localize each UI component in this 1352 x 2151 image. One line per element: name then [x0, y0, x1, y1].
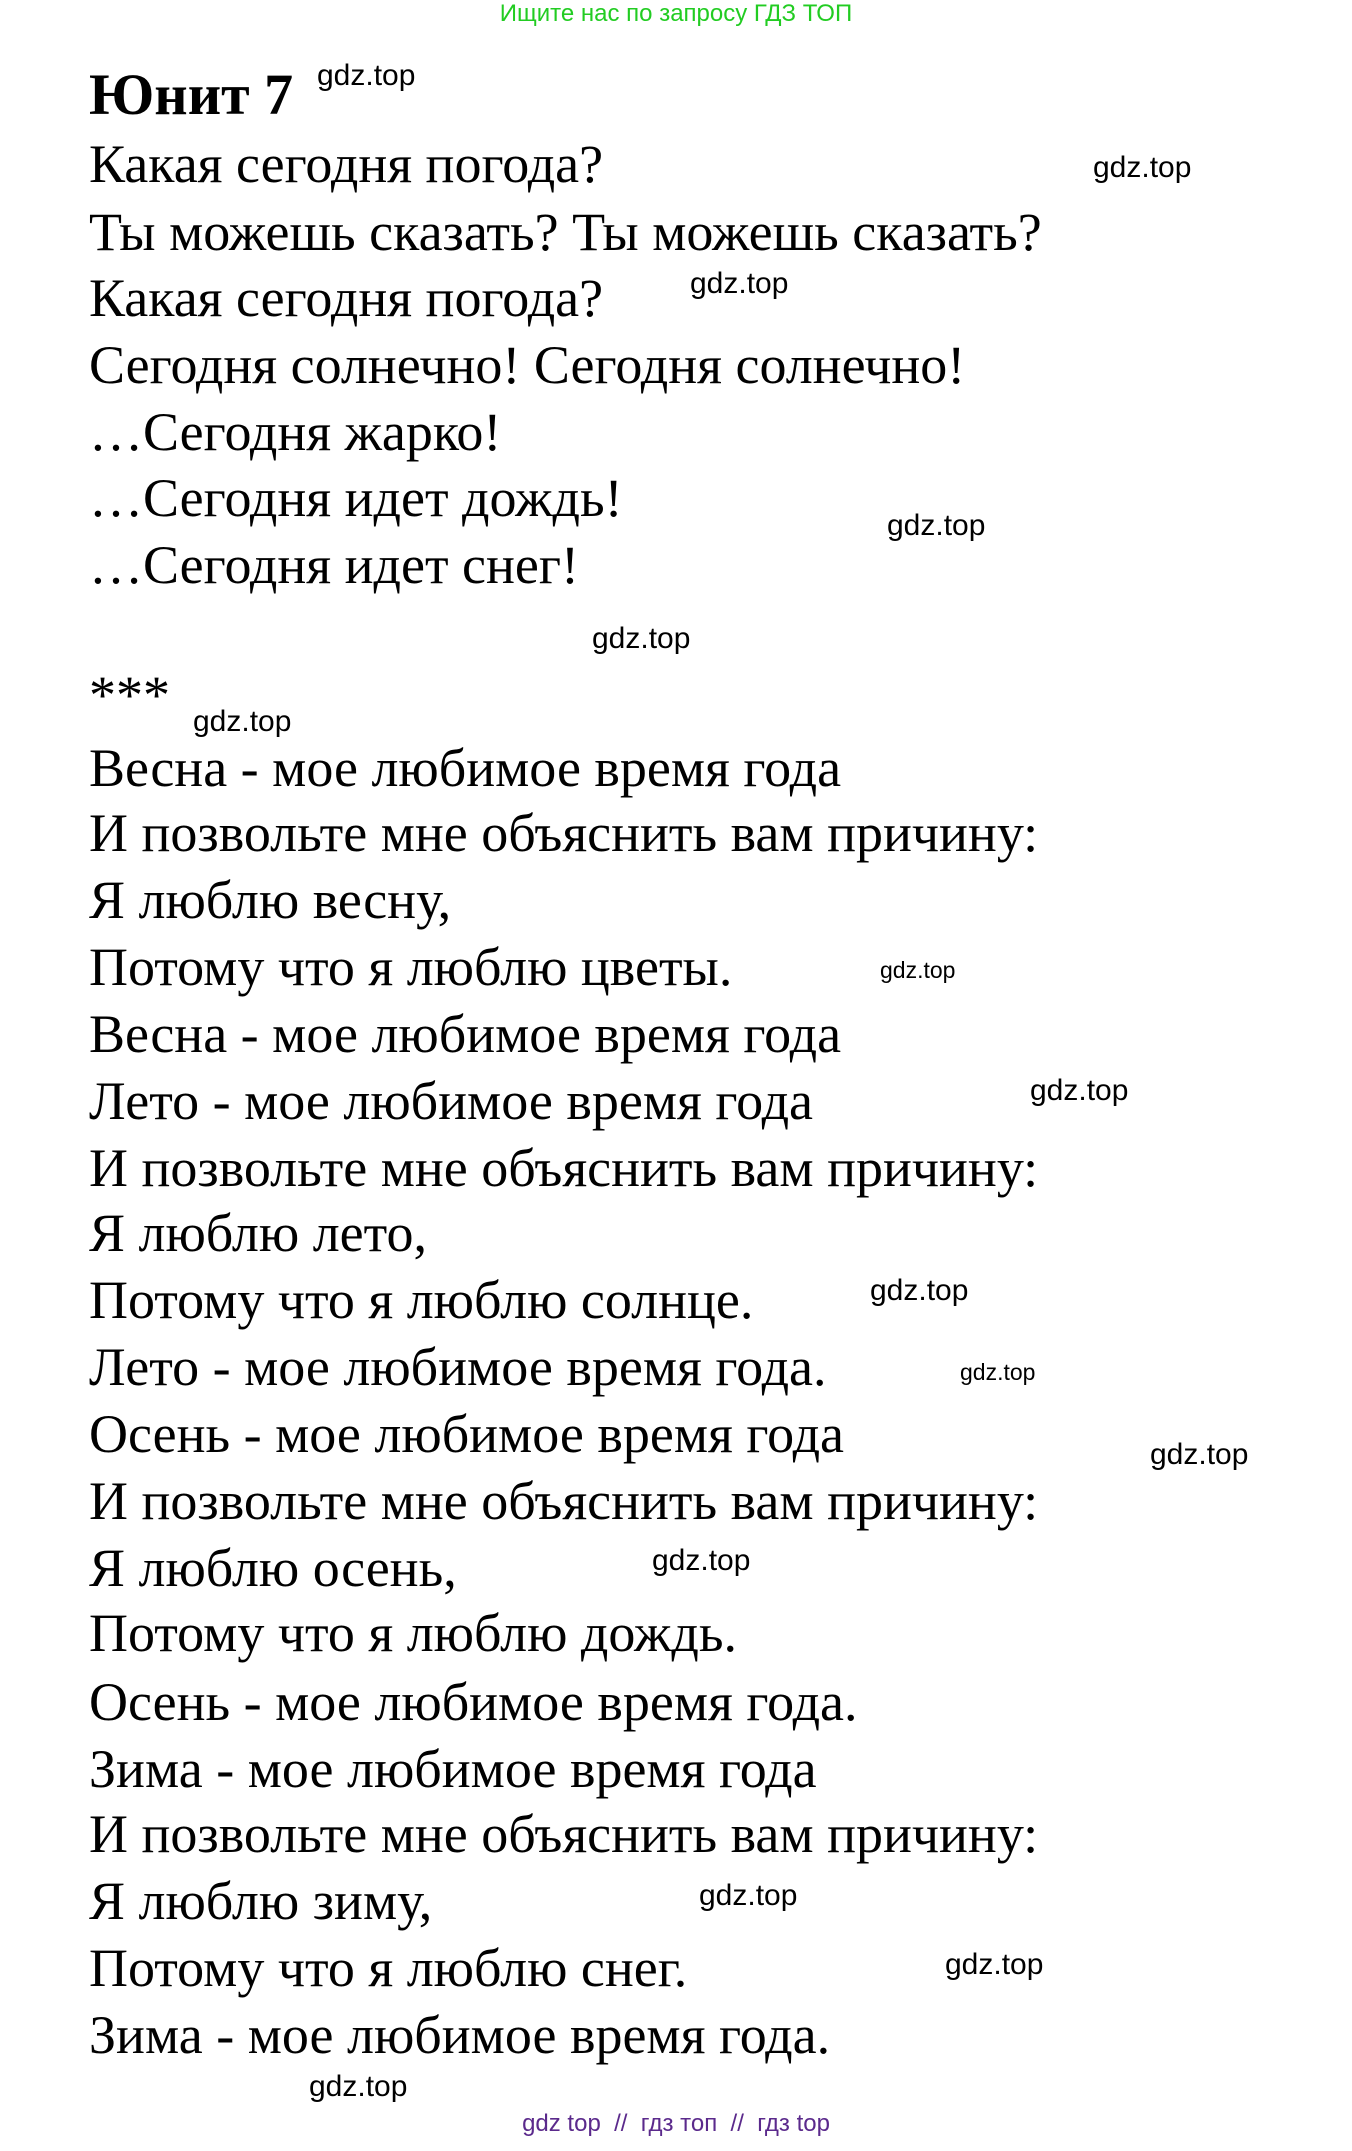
verse-line: Осень - мое любимое время года. — [89, 1672, 858, 1732]
verse-line: Потому что я люблю дождь. — [89, 1603, 737, 1663]
verse-line: Я люблю лето, — [89, 1203, 428, 1263]
watermark: gdz.top — [592, 622, 691, 655]
verse-line: И позвольте мне объяснить вам причину: — [89, 1471, 1039, 1531]
verse-line: …Сегодня жарко! — [89, 402, 502, 462]
watermark: gdz.top — [652, 1544, 751, 1577]
verse-line: И позвольте мне объяснить вам причину: — [89, 803, 1039, 863]
search-hint-header[interactable]: Ищите нас по запросу ГДЗ ТОП — [499, 0, 853, 27]
verse-line: …Сегодня идет дождь! — [89, 468, 623, 528]
verse-line: Сегодня солнечно! Сегодня солнечно! — [89, 335, 966, 395]
verse-line: Какая сегодня погода? — [89, 134, 604, 194]
footer-links[interactable]: gdz top // гдз топ // гдз top — [522, 2110, 830, 2137]
verse-line: Весна - мое любимое время года — [89, 1004, 842, 1064]
verse-line: И позвольте мне объяснить вам причину: — [89, 1138, 1039, 1198]
verse-line: И позвольте мне объяснить вам причину: — [89, 1804, 1039, 1864]
verse-line: Лето - мое любимое время года — [89, 1071, 814, 1131]
watermark: gdz.top — [1030, 1074, 1129, 1107]
verse-line: Весна - мое любимое время года — [89, 738, 842, 798]
verse-line: Лето - мое любимое время года. — [89, 1337, 827, 1397]
verse-line: Я люблю весну, — [89, 870, 452, 930]
watermark: gdz.top — [870, 1274, 969, 1307]
verse-line: Я люблю зиму, — [89, 1871, 433, 1931]
watermark: gdz.top — [1150, 1438, 1249, 1471]
watermark: gdz.top — [690, 267, 789, 300]
verse-line: Зима - мое любимое время года. — [89, 2005, 831, 2065]
watermark: gdz.top — [880, 957, 956, 983]
watermark: gdz.top — [1093, 151, 1192, 184]
watermark: gdz.top — [193, 705, 292, 738]
watermark: gdz.top — [887, 509, 986, 542]
watermark: gdz.top — [699, 1879, 798, 1912]
watermark: gdz.top — [317, 59, 416, 92]
verse-line: Потому что я люблю снег. — [89, 1938, 688, 1998]
verse-line: Какая сегодня погода? — [89, 268, 604, 328]
page-title: Юнит 7 — [89, 62, 294, 127]
watermark: gdz.top — [309, 2070, 408, 2103]
verse-line: Потому что я люблю солнце. — [89, 1270, 754, 1330]
verse-line: Потому что я люблю цветы. — [89, 937, 733, 997]
verse-line: Ты можешь сказать? Ты можешь сказать? — [89, 202, 1042, 262]
separator: *** — [89, 665, 170, 725]
watermark: gdz.top — [945, 1948, 1044, 1981]
verse-line: Зима - мое любимое время года — [89, 1739, 817, 1799]
verse-line: Осень - мое любимое время года — [89, 1404, 845, 1464]
watermark: gdz.top — [960, 1359, 1036, 1385]
verse-line: Я люблю осень, — [89, 1538, 457, 1598]
verse-line: …Сегодня идет снег! — [89, 535, 580, 595]
